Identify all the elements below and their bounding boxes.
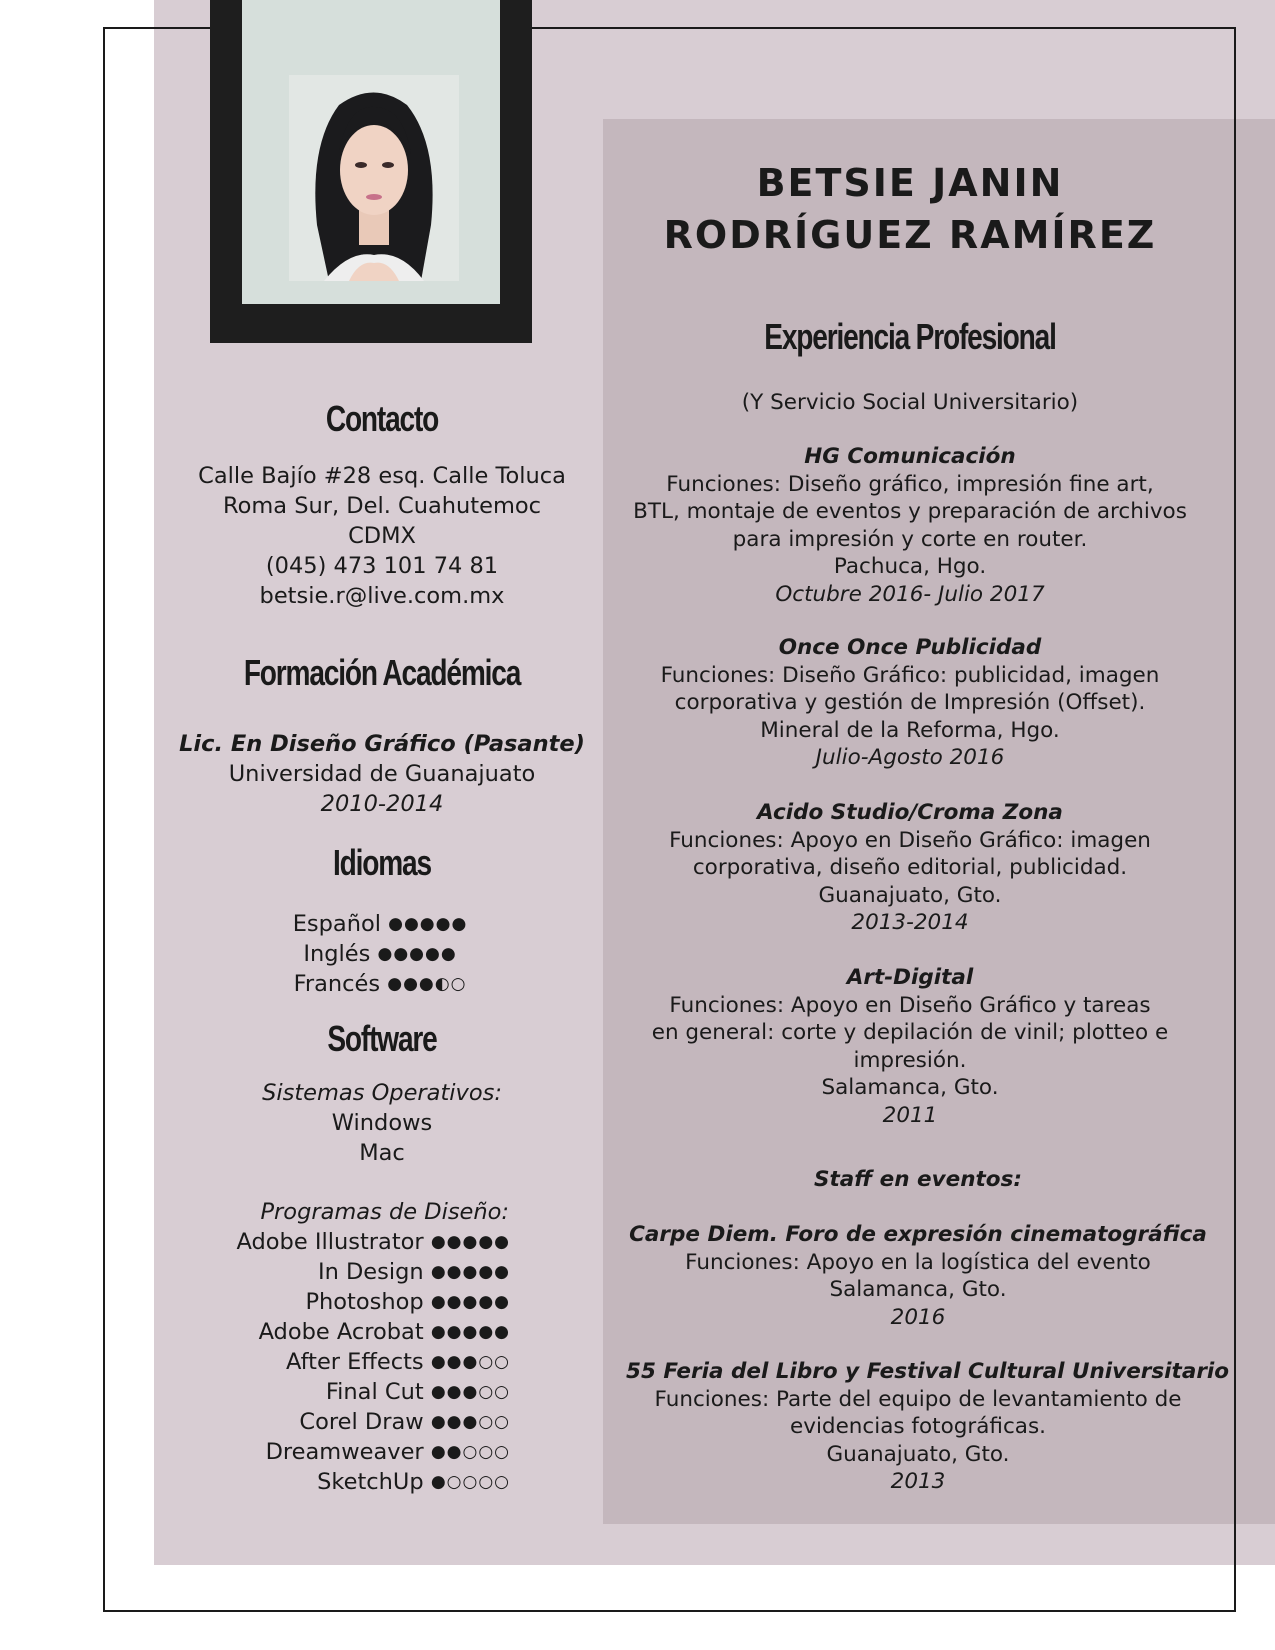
program-item (154, 1347, 510, 1377)
program-level: ●●●○○ (430, 1412, 510, 1432)
job-detail: Pachuca, Hgo. (833, 554, 987, 579)
program-name: Photoshop (305, 1289, 424, 1315)
job-entry (610, 964, 1210, 1129)
program-level: ●●●●● (430, 1232, 510, 1252)
job-entry (610, 634, 1210, 772)
contact-email: betsie.r@live.com.mx (259, 583, 505, 609)
design-programs-label: Programas de Diseño: (260, 1199, 509, 1225)
language-item (150, 969, 610, 999)
program-level: ●●●●● (430, 1262, 510, 1282)
event-date: 2016 (890, 1304, 946, 1330)
staff-label: Staff en eventos: (814, 1167, 1022, 1192)
profile-photo (289, 75, 459, 281)
job-detail: corporativa, diseño editorial, publicidad. (692, 855, 1128, 880)
job-date: Octubre 2016- Julio 2017 (775, 581, 1045, 607)
job-detail: Funciones: Diseño Gráfico: publicidad, imagen (660, 662, 1160, 688)
program-item (154, 1407, 510, 1437)
language-item (150, 939, 610, 969)
full-name (610, 157, 1210, 261)
program-item (154, 1317, 510, 1347)
job-entry (610, 799, 1210, 937)
contact-address-line-1: Calle Bajío #28 esq. Calle Toluca (198, 463, 566, 489)
job-detail: impresión. (853, 1047, 967, 1073)
education-years: 2010-2014 (320, 791, 444, 817)
languages-list (150, 909, 610, 999)
photo-frame (210, 0, 532, 343)
os-block (154, 1078, 610, 1168)
program-name: Adobe Acrobat (258, 1319, 424, 1345)
job-company: Once Once Publicidad (778, 635, 1042, 660)
program-name: Corel Draw (299, 1409, 424, 1435)
program-item (154, 1227, 510, 1257)
contact-address-line-2: Roma Sur, Del. Cuahutemoc (222, 493, 542, 519)
job-detail: en general: corte y depilación de vinil; plotteo e (651, 1020, 1169, 1045)
job-detail: Funciones: Apoyo en Diseño Gráfico y tareas (669, 992, 1151, 1018)
language-level: ●●●◐○ (387, 974, 467, 994)
name-line-1: BETSIE JANIN (756, 161, 1064, 205)
experience-heading: Experiencia Profesional (764, 316, 1056, 357)
education-degree: Lic. En Diseño Gráfico (Pasante) (179, 731, 585, 757)
job-detail: corporativa y gestión de Impresión (Offset). (674, 690, 1146, 715)
event-name: 55 Feria del Libro y Festival Cultural Universitario (626, 1359, 1230, 1384)
contact-heading: Contacto (325, 398, 439, 439)
photo-mat (242, 0, 500, 304)
job-date: Julio-Agosto 2016 (815, 745, 1005, 770)
contact-block (154, 461, 610, 611)
education-school: Universidad de Guanajuato (228, 761, 536, 787)
program-name: In Design (317, 1259, 424, 1285)
job-detail: BTL, montaje de eventos y preparación de archivos (633, 499, 1187, 524)
program-level: ●●●●● (430, 1292, 510, 1312)
language-name: Francés (293, 971, 381, 997)
program-level: ●●●●● (430, 1322, 510, 1342)
contact-city: CDMX (348, 523, 416, 549)
os-label: Sistemas Operativos: (262, 1080, 502, 1106)
event-date: 2013 (890, 1469, 946, 1494)
program-level: ●●●○○ (430, 1382, 510, 1402)
software-heading: Software (327, 1018, 437, 1059)
event-detail: evidencias fotográficas. (790, 1414, 1046, 1439)
education-heading: Formación Académica (243, 652, 521, 693)
event-detail: Funciones: Apoyo en la logística del evento (685, 1249, 1151, 1275)
program-name: Adobe Illustrator (236, 1229, 424, 1255)
program-item (154, 1377, 510, 1407)
program-item (154, 1257, 510, 1287)
job-date: 2011 (882, 1102, 938, 1128)
program-item (154, 1287, 510, 1317)
languages-heading: Idiomas (333, 842, 431, 883)
job-detail: Funciones: Diseño gráfico, impresión fine art, (666, 471, 1154, 497)
job-detail: Funciones: Apoyo en Diseño Gráfico: imagen (669, 827, 1151, 853)
program-level: ●○○○○ (430, 1472, 510, 1492)
event-entry (626, 1221, 1210, 1331)
job-company: Acido Studio/Croma Zona (757, 800, 1063, 825)
program-level: ●●●○○ (430, 1352, 510, 1372)
event-name: Carpe Diem. Foro de expresión cinematográfica (629, 1222, 1207, 1247)
language-name: Español (292, 911, 381, 937)
job-company: HG Comunicación (804, 444, 1016, 469)
event-detail: Funciones: Parte del equipo de levantamiento de (654, 1386, 1182, 1412)
program-name: Final Cut (325, 1379, 424, 1405)
education-block (154, 729, 610, 819)
contact-phone: (045) 473 101 74 81 (265, 553, 499, 579)
programs-list (154, 1197, 510, 1497)
language-level: ●●●●● (377, 944, 457, 964)
event-detail: Salamanca, Gto. (829, 1277, 1007, 1302)
program-name: After Effects (286, 1349, 424, 1375)
job-detail: Salamanca, Gto. (821, 1075, 999, 1100)
event-detail: Guanajuato, Gto. (826, 1441, 1010, 1467)
event-entry (626, 1358, 1230, 1496)
job-company: Art-Digital (846, 965, 974, 990)
program-item (154, 1437, 510, 1467)
job-detail: para impresión y corte en router. (732, 526, 1088, 552)
language-item (150, 909, 610, 939)
experience-subheading: (Y Servicio Social Universitario) (741, 390, 1079, 415)
program-name: Dreamweaver (265, 1439, 424, 1465)
job-detail: Guanajuato, Gto. (818, 882, 1002, 908)
name-line-2: RODRÍGUEZ RAMÍREZ (663, 213, 1157, 257)
program-name: SketchUp (317, 1469, 424, 1495)
language-name: Inglés (303, 941, 371, 967)
program-level: ●●○○○ (430, 1442, 510, 1462)
job-date: 2013-2014 (851, 910, 969, 935)
job-detail: Mineral de la Reforma, Hgo. (760, 717, 1060, 743)
os-item: Mac (359, 1140, 405, 1166)
job-entry (610, 443, 1210, 608)
language-level: ●●●●● (388, 914, 468, 934)
os-item: Windows (331, 1110, 433, 1136)
program-item (154, 1467, 510, 1497)
